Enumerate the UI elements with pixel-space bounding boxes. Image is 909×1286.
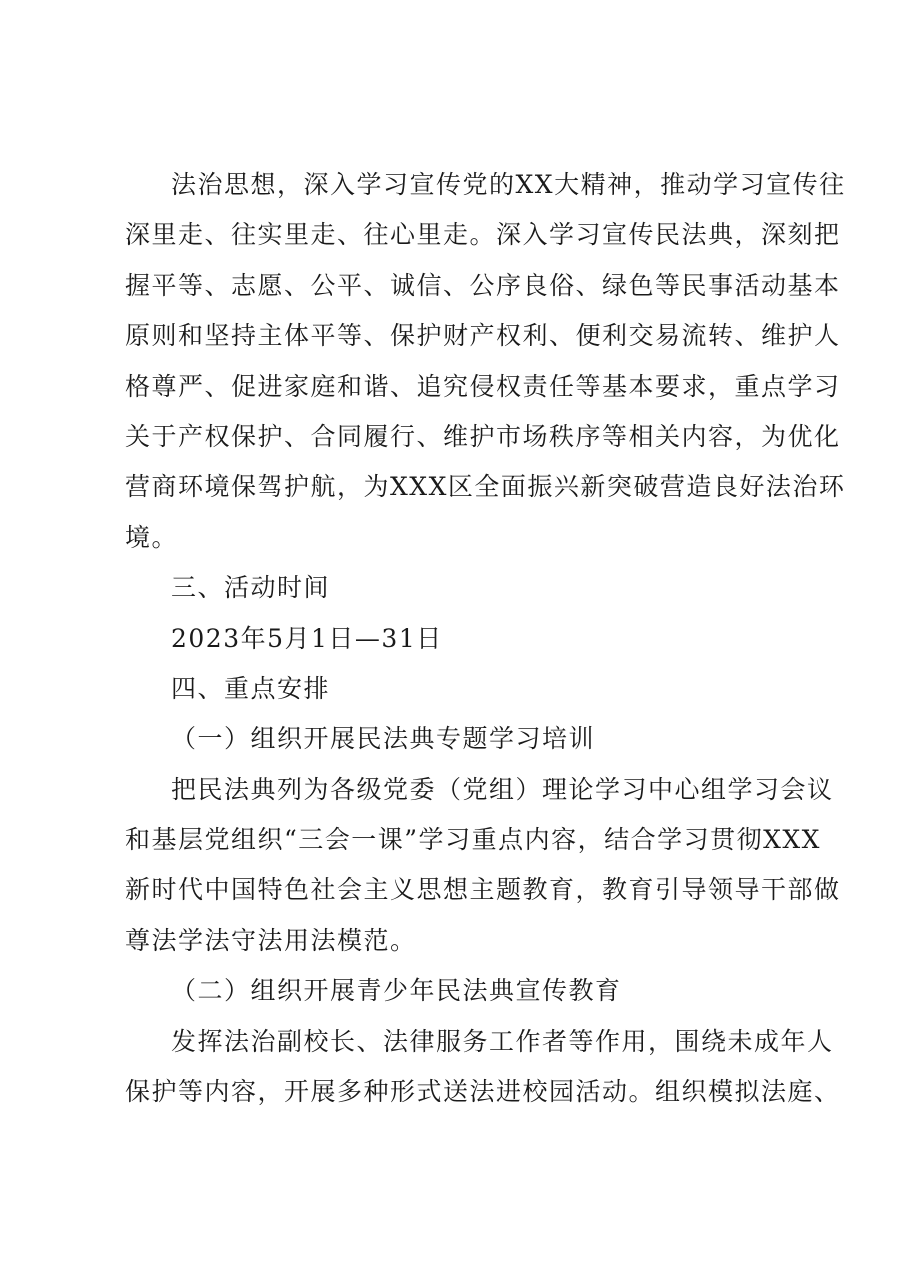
paragraph-1-line-7: 营商环境保驾护航，为XXX区全面振兴新突破营造良好法治环 <box>125 472 846 502</box>
paragraph-2-line-4: 尊法学法守法用法模范。 <box>125 925 417 955</box>
section-4-heading: 四、重点安排 <box>171 673 331 703</box>
paragraph-1-line-4: 原则和坚持主体平等、保护财产权利、便利交易流转、维护人 <box>125 321 841 351</box>
document-body <box>125 160 846 1117</box>
section-3-heading: 三、活动时间 <box>171 573 331 603</box>
section-3-date: 2023年5月1日—31日 <box>171 623 443 653</box>
paragraph-1-line-5: 格尊严、促进家庭和谐、追究侵权责任等基本要求，重点学习 <box>125 371 841 401</box>
subsection-2-heading: （二）组织开展青少年民法典宣传教育 <box>171 976 622 1006</box>
paragraph-2-line-2: 和基层党组织“三会一课”学习重点内容，结合学习贯彻XXX <box>125 825 821 855</box>
paragraph-3-line-1: 发挥法治副校长、法律服务工作者等作用，围绕未成年人 <box>171 1026 834 1056</box>
paragraph-1-line-6: 关于产权保护、合同履行、维护市场秩序等相关内容，为优化 <box>125 421 841 451</box>
paragraph-2-line-1: 把民法典列为各级党委（党组）理论学习中心组学习会议 <box>171 774 834 804</box>
paragraph-1-line-3: 握平等、志愿、公平、诚信、公序良俗、绿色等民事活动基本 <box>125 270 841 300</box>
paragraph-3-line-2: 保护等内容，开展多种形式送法进校园活动。组织模拟法庭、 <box>125 1077 841 1107</box>
paragraph-1-line-8: 境。 <box>125 522 179 552</box>
paragraph-1-line-1: 法治思想，深入学习宣传党的XX大精神，推动学习宣传往 <box>171 170 846 199</box>
subsection-1-heading: （一）组织开展民法典专题学习培训 <box>171 724 596 754</box>
paragraph-1-line-2: 深里走、往实里走、往心里走。深入学习宣传民法典，深刻把 <box>125 220 841 250</box>
paragraph-2-line-3: 新时代中国特色社会主义思想主题教育，教育引导领导干部做 <box>125 875 841 905</box>
